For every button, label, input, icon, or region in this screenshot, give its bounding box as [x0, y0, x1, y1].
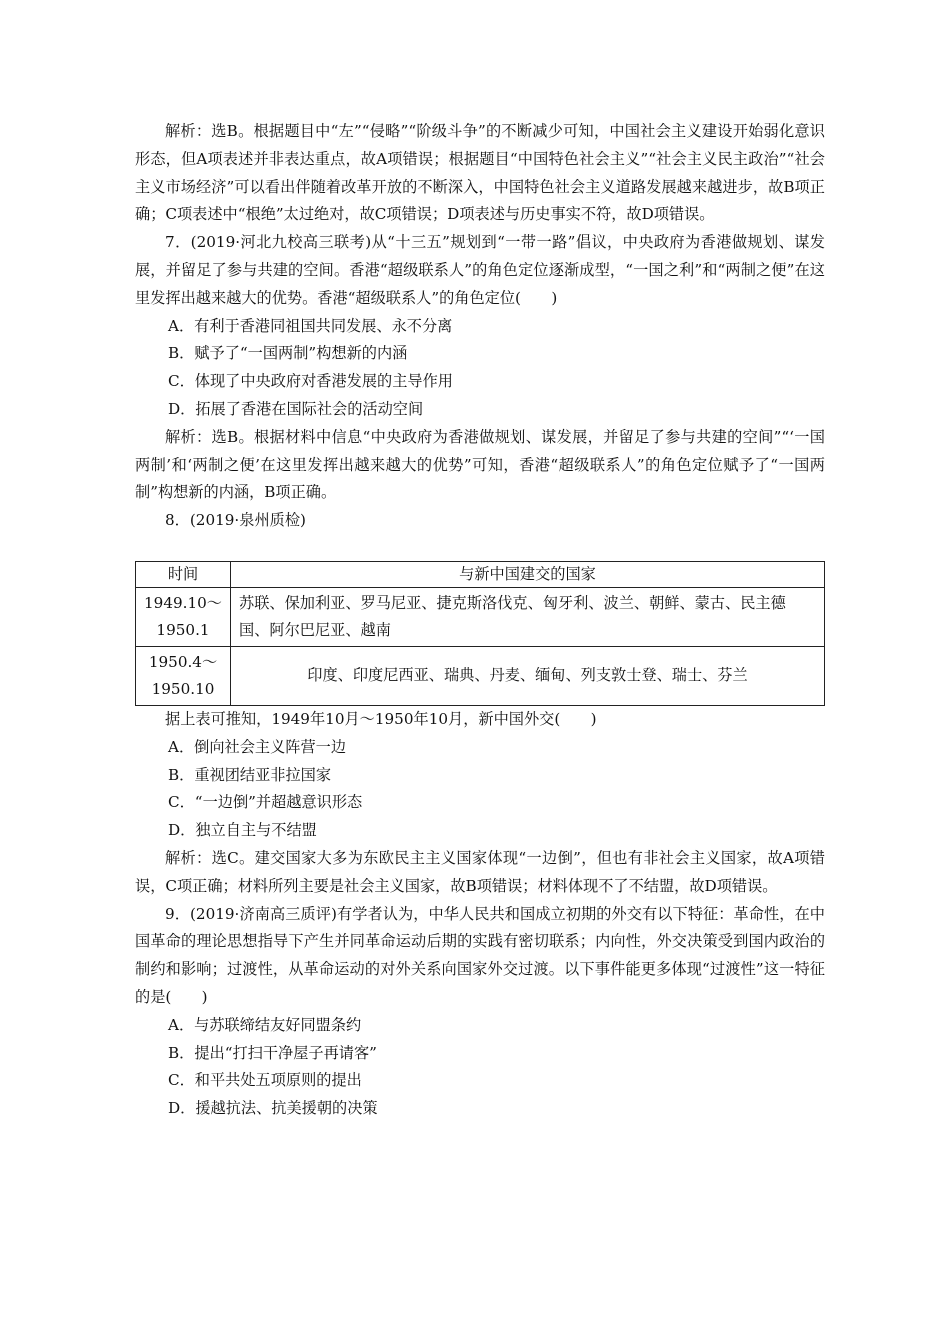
q9-option-d: D．援越抗法、抗美援朝的决策 — [168, 1099, 378, 1118]
q7-option-d: D．拓展了香港在国际社会的活动空间 — [168, 399, 424, 418]
q7-option-a: A．有利于香港同祖国共同发展、永不分离 — [168, 316, 453, 335]
table-row — [136, 646, 825, 705]
q9-option-b: B．提出“打扫干净屋子再请客” — [168, 1043, 377, 1062]
table-header-row — [136, 561, 825, 587]
q8-option-a: A．倒向社会主义阵营一边 — [168, 737, 347, 756]
table-cell-countries: 印度、印度尼西亚、瑞典、丹麦、缅甸、列支敦士登、瑞士、芬兰 — [231, 646, 825, 705]
table-header-countries: 与新中国建交的国家 — [231, 561, 825, 587]
table-row — [136, 587, 825, 646]
table-cell-time — [136, 587, 231, 646]
q8-option-c: C．“一边倒”并超越意识形态 — [168, 793, 363, 812]
q8-option-d: D．独立自主与不结盟 — [168, 821, 317, 840]
table-cell-countries: 苏联、保加利亚、罗马尼亚、捷克斯洛伐克、匈牙利、波兰、朝鲜、蒙古、民主德国、阿尔巴尼亚、越南 — [231, 587, 825, 646]
table-cell-time — [136, 646, 231, 705]
answer-analysis-8: 解析：选C。建交国家大多为东欧民主主义国家体现“一边倒”，但也有非社会主义国家，故A项错误，C项正确；材料所列主要是社会主义国家，故B项错误；材料体现不了不结盟，故D项错误。 — [135, 848, 825, 895]
q9-option-a: A．与苏联缔结友好同盟条约 — [168, 1015, 362, 1034]
question-8: 8．(2019·泉州质检) — [165, 511, 306, 530]
table-header-time: 时间 — [136, 561, 231, 587]
q8-option-b: B．重视团结亚非拉国家 — [168, 765, 332, 784]
q7-option-c: C．体现了中央政府对香港发展的主导作用 — [168, 372, 453, 391]
diplomacy-table — [135, 561, 825, 706]
q7-option-b: B．赋予了“一国两制”构想新的内涵 — [168, 344, 408, 363]
question-9: 9．(2019·济南高三质评)有学者认为，中华人民共和国成立初期的外交有以下特征：革命性，在中国革命的理论思想指导下产生并同革命运动后期的实践有密切联系；内向性，外交决策受到国内政治的制约和影响；过渡性，从革命运动的对外关系向国家外交过渡。以下事件能更多体现“过渡性”这一特征的是( ) — [135, 904, 825, 1006]
time-end: 1950.1 — [156, 620, 210, 639]
time-start: 1949.10～ — [144, 593, 222, 612]
question-7: 7．(2019·河北九校高三联考)从“十三五”规划到“一带一路”倡议，中央政府为香港做规划、谋发展，并留足了参与共建的空间。香港“超级联系人”的角色定位逐渐成型，“一国之利”和“两制之便”在这里发挥出越来越大的优势。香港“超级联系人”的角色定位( ) — [135, 233, 825, 307]
question-8-stem: 据上表可推知，1949年10月～1950年10月，新中国外交( ) — [165, 709, 597, 728]
document-page — [135, 118, 825, 1123]
answer-analysis-6: 解析：选B。根据题目中“左”“侵略”“阶级斗争”的不断减少可知，中国社会主义建设开始弱化意识形态，但A项表述并非表达重点，故A项错误；根据题目“中国特色社会主义”“社会主义民主政治”“社会主义市场经济”可以看出伴随着改革开放的不断深入，中国特色社会主义道路发展越来越进步，故B项正确；C项表述中“根绝”太过绝对，故C项错误；D项表述与历史事实不符，故D项错误。 — [135, 122, 825, 224]
answer-analysis-7: 解析：选B。根据材料中信息“中央政府为香港做规划、谋发展，并留足了参与共建的空间”“‘一国两制’和‘两制之便’在这里发挥出越来越大的优势”可知，香港“超级联系人”的角色定位赋予了“一国两制”构想新的内涵，B项正确。 — [135, 427, 825, 502]
q9-option-c: C．和平共处五项原则的提出 — [168, 1071, 362, 1090]
time-end: 1950.10 — [151, 679, 215, 698]
time-start: 1950.4～ — [148, 652, 218, 671]
